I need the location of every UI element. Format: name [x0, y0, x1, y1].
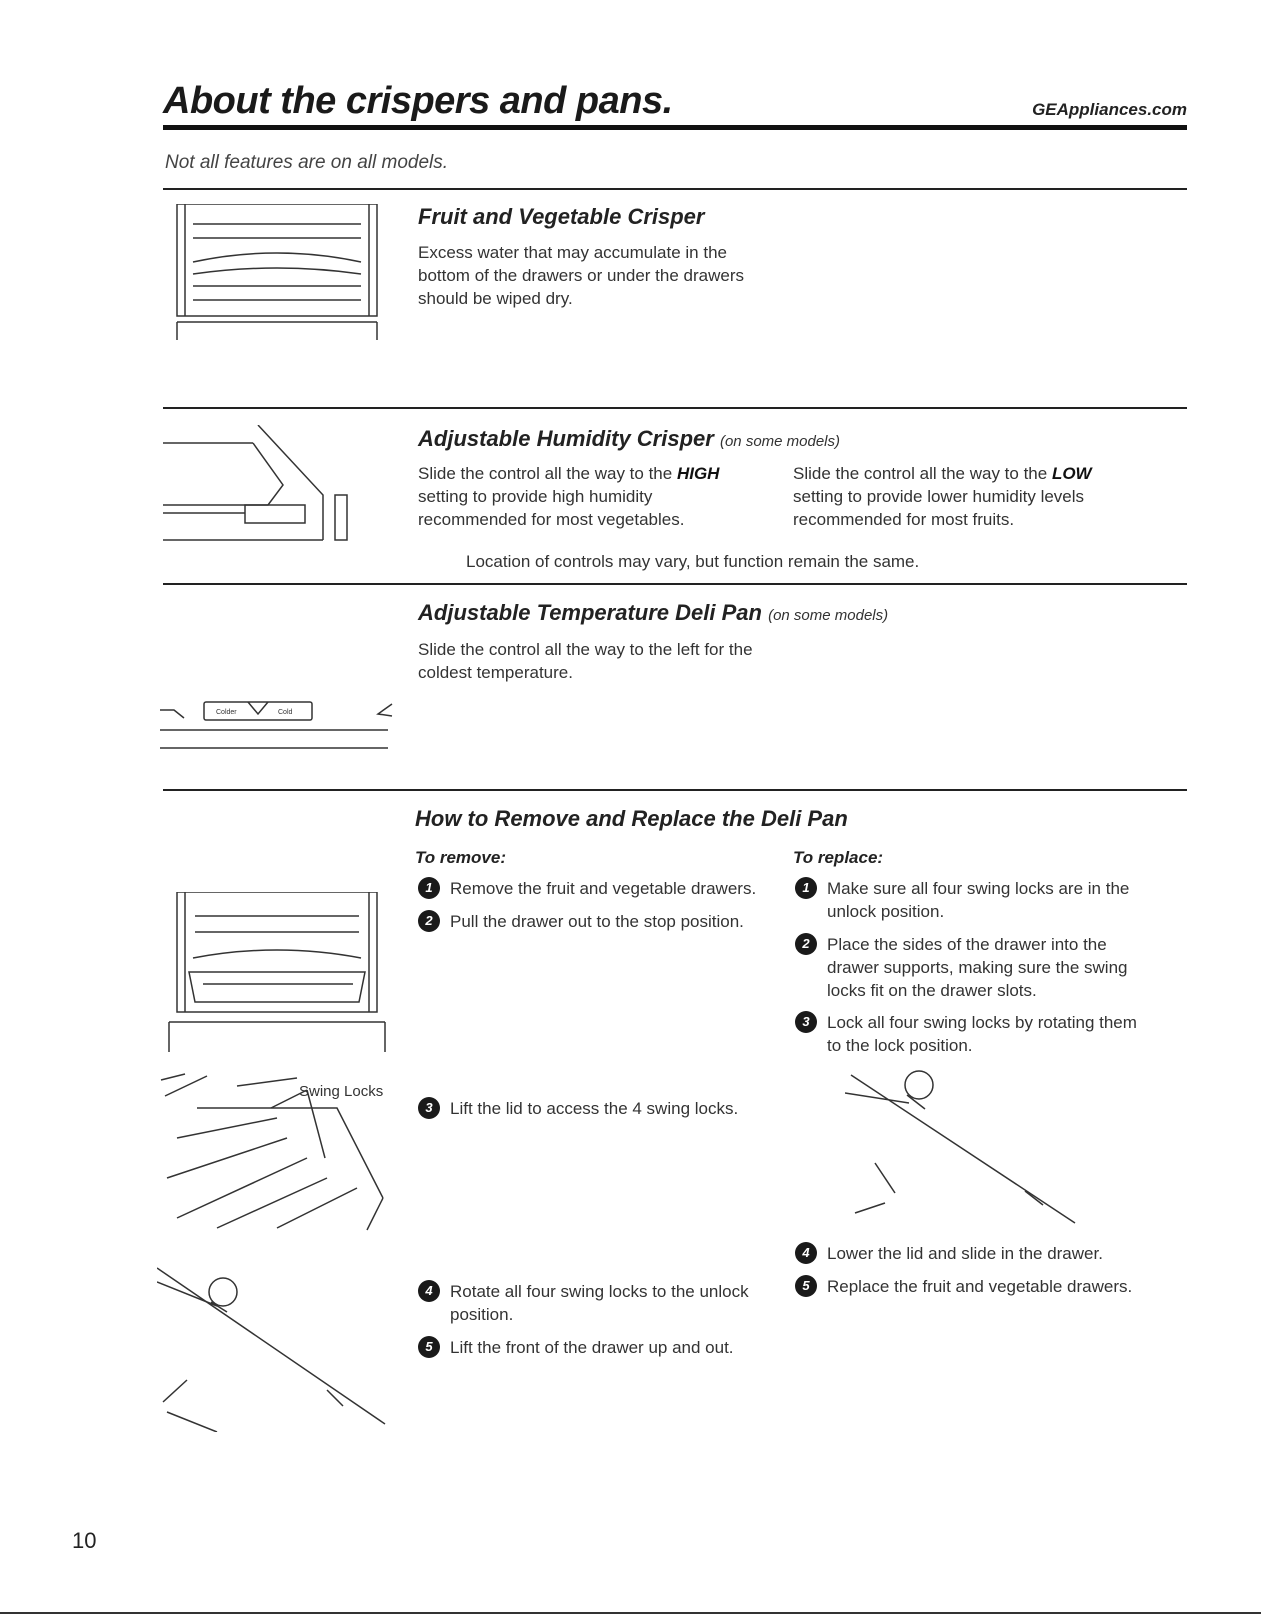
humidity-footer-text: Location of controls may vary, but function remain the same.	[466, 552, 920, 571]
site-url[interactable]: GEAppliances.com	[1032, 100, 1187, 119]
section-divider	[163, 583, 1187, 585]
remove-step: 4 Rotate all four swing locks to the unlock position.	[418, 1280, 768, 1326]
remove-step: 2 Pull the drawer out to the stop position.	[418, 910, 778, 933]
step-number-icon: 2	[795, 933, 817, 955]
deli-pan-control-illustration	[160, 698, 395, 763]
remove-step: 3 Lift the lid to access the 4 swing locks.	[418, 1097, 778, 1120]
swing-locks-illustration	[157, 1068, 395, 1236]
page-title: About the crispers and pans.	[163, 80, 673, 122]
deli-pan-note: (on some models)	[768, 607, 889, 624]
deli-control-colder-label: Colder	[216, 709, 237, 716]
swing-lock-unlock-illustration	[157, 1262, 395, 1432]
humidity-high-keyword: HIGH	[676, 464, 720, 483]
humidity-crisper-illustration	[163, 425, 395, 555]
to-replace-label: To replace:	[793, 848, 884, 867]
replace-step: 5 Replace the fruit and vegetable drawers.	[795, 1275, 1150, 1298]
swing-lock-lock-illustration	[845, 1063, 1090, 1231]
deli-control-cold-label: Cold	[278, 709, 293, 716]
swing-locks-label: Swing Locks	[299, 1083, 384, 1100]
fruit-crisper-text: Excess water that may accumulate in the bottom of the drawers or under the drawers should be wiped dry.	[418, 243, 744, 308]
remove-step: 5 Lift the front of the drawer up and out.	[418, 1336, 768, 1359]
fruit-crisper-illustration	[163, 204, 395, 372]
humidity-crisper-title: Adjustable Humidity Crisper (on some models)	[418, 426, 841, 451]
bottom-rule	[0, 1612, 1261, 1614]
step-number-icon: 2	[418, 910, 440, 932]
step-number-icon: 3	[418, 1097, 440, 1119]
drawer-pulled-out-illustration	[163, 892, 395, 1057]
to-remove-label: To remove:	[415, 848, 507, 867]
replace-step: 1 Make sure all four swing locks are in the unlock position.	[795, 877, 1150, 923]
humidity-low-text: Slide the control all the way to the LOW setting to provide lower humidity levels recommended for most fruits.	[793, 464, 1092, 529]
humidity-low-keyword: LOW	[1051, 464, 1092, 483]
remove-replace-title: How to Remove and Replace the Deli Pan	[415, 806, 848, 831]
step-number-icon: 5	[418, 1336, 440, 1358]
deli-pan-title: Adjustable Temperature Deli Pan (on some models)	[418, 600, 889, 625]
humidity-crisper-note: (on some models)	[719, 433, 841, 450]
section-divider	[163, 188, 1187, 190]
deli-pan-text: Slide the control all the way to the left for the coldest temperature.	[418, 640, 753, 682]
title-rule	[163, 125, 1187, 130]
step-number-icon: 3	[795, 1011, 817, 1033]
page-number: 10	[72, 1528, 97, 1553]
step-number-icon: 4	[418, 1280, 440, 1302]
step-number-icon: 5	[795, 1275, 817, 1297]
step-number-icon: 1	[418, 877, 440, 899]
step-number-icon: 4	[795, 1242, 817, 1264]
fruit-crisper-title: Fruit and Vegetable Crisper	[418, 204, 705, 229]
humidity-high-text: Slide the control all the way to the HIGH setting to provide high humidity recommended for most vegetables.	[418, 464, 720, 529]
replace-step: 2 Place the sides of the drawer into the drawer supports, making sure the swing locks fit on the drawer slots.	[795, 933, 1150, 1002]
page-subtitle: Not all features are on all models.	[165, 152, 449, 173]
step-number-icon: 1	[795, 877, 817, 899]
remove-step: 1 Remove the fruit and vegetable drawers.	[418, 877, 778, 900]
section-divider	[163, 407, 1187, 409]
replace-step: 3 Lock all four swing locks by rotating them to the lock position.	[795, 1011, 1155, 1057]
section-divider	[163, 789, 1187, 791]
replace-step: 4 Lower the lid and slide in the drawer.	[795, 1242, 1150, 1265]
